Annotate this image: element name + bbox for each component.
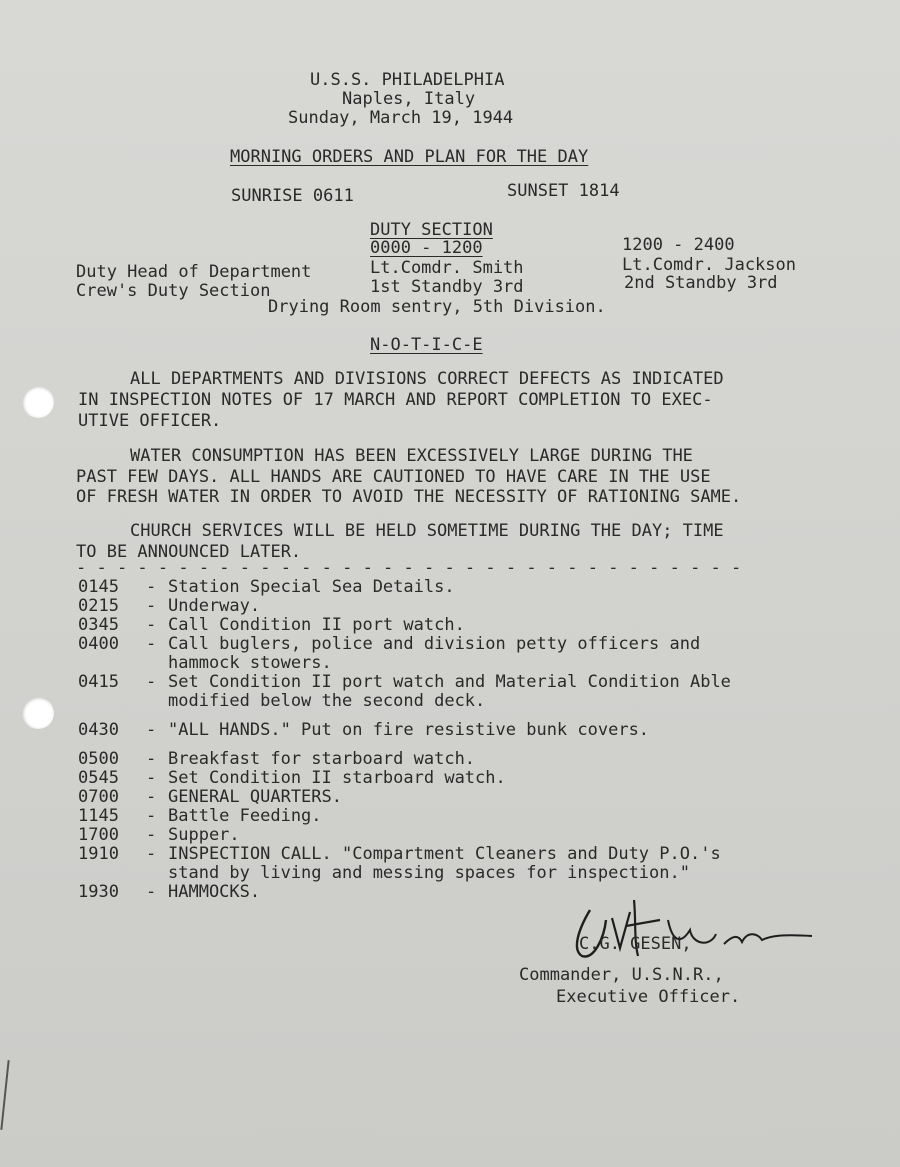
notice-p2-line1: WATER CONSUMPTION HAS BEEN EXCESSIVELY LARGE DURING THE [130,446,693,466]
sunset: SUNSET 1814 [507,181,620,201]
schedule-dash: - [146,806,157,826]
notice-p2-line2: PAST FEW DAYS. ALL HANDS ARE CAUTIONED TO HAVE CARE IN THE USE [76,467,711,487]
schedule-desc: Station Special Sea Details. [168,577,455,597]
schedule-time: 0415 [78,672,119,692]
schedule-row [78,788,838,807]
crew-duty-first: 1st Standby 3rd [370,277,524,297]
notice-p2-line3: OF FRESH WATER IN ORDER TO AVOID THE NECESSITY OF RATIONING SAME. [76,487,742,507]
schedule-desc: "ALL HANDS." Put on fire resistive bunk covers. [168,720,650,740]
crew-duty-label: Crew's Duty Section [76,281,271,301]
page-edge-mark [0,1060,9,1130]
schedule-time: 1145 [78,806,119,826]
schedule-time: 0145 [78,577,119,597]
schedule-dash: - [146,672,157,692]
schedule-row [78,721,838,740]
schedule-desc: Underway. [168,596,261,616]
schedule-time: 0215 [78,596,119,616]
punch-hole-top [22,386,54,418]
notice-p1-line3: UTIVE OFFICER. [78,411,222,431]
schedule-desc: GENERAL QUARTERS. [168,787,342,807]
schedule-desc: Set Condition II starboard watch. [168,768,506,788]
duty-section-title: DUTY SECTION [370,220,493,240]
schedule-list [78,578,838,902]
schedule-time: 1700 [78,825,119,845]
notice-p3-line2: TO BE ANNOUNCED LATER. [76,542,302,562]
duty-period-2: 1200 - 2400 [622,235,735,255]
schedule-desc: Breakfast for starboard watch. [168,749,476,769]
notice-title: N-O-T-I-C-E [370,335,483,355]
schedule-time: 0700 [78,787,119,807]
handwritten-signature [560,890,830,970]
crew-duty-second: 2nd Standby 3rd [624,273,778,293]
schedule-desc: Set Condition II port watch and Material Condition Able modified below the second deck. [168,672,731,711]
separator-line: - - - - - - - - - - - - - - - - - - - - - - - - - - - - - - - - - [76,558,742,578]
duty-head-label: Duty Head of Department [76,262,312,282]
schedule-time: 0345 [78,615,119,635]
schedule-row [78,673,838,711]
duty-head-first: Lt.Comdr. Smith [370,258,524,278]
signatory-rank: Commander, U.S.N.R., [519,965,724,985]
schedule-row [78,807,838,826]
schedule-time: 0400 [78,634,119,654]
schedule-dash: - [146,825,157,845]
schedule-dash: - [146,768,157,788]
schedule-dash: - [146,787,157,807]
schedule-time: 0430 [78,720,119,740]
signatory-name: C.G. GESEN, [579,934,692,954]
schedule-desc: INSPECTION CALL. "Compartment Cleaners and Duty P.O.'s stand by living and messing spaces for inspection." [168,844,721,883]
duty-period-1: 0000 - 1200 [370,238,483,258]
schedule-desc: Battle Feeding. [168,806,322,826]
schedule-dash: - [146,720,157,740]
notice-p1-line1: ALL DEPARTMENTS AND DIVISIONS CORRECT DEFECTS AS INDICATED [130,369,724,389]
schedule-desc: Call buglers, police and division petty officers and hammock stowers. [168,634,701,673]
signatory-title: Executive Officer. [556,987,741,1007]
schedule-time: 1910 [78,844,119,864]
schedule-desc: HAMMOCKS. [168,882,261,902]
schedule-dash: - [146,844,157,864]
schedule-dash: - [146,577,157,597]
sunrise: SUNRISE 0611 [231,186,354,206]
schedule-row [78,750,838,769]
sentry-line: Drying Room sentry, 5th Division. [268,297,606,317]
schedule-desc: Supper. [168,825,240,845]
schedule-time: 0500 [78,749,119,769]
schedule-row [78,578,838,597]
schedule-row [78,635,838,673]
page-title: MORNING ORDERS AND PLAN FOR THE DAY [230,147,589,167]
schedule-dash: - [146,596,157,616]
schedule-time: 1930 [78,882,119,902]
schedule-dash: - [146,615,157,635]
date: Sunday, March 19, 1944 [288,108,514,128]
duty-head-second: Lt.Comdr. Jackson [622,255,796,275]
notice-p1-line2: IN INSPECTION NOTES OF 17 MARCH AND REPORT COMPLETION TO EXEC- [78,390,713,410]
schedule-row [78,616,838,635]
schedule-row [78,597,838,616]
schedule-row [78,769,838,788]
punch-hole-bottom [22,697,54,729]
ship-name: U.S.S. PHILADELPHIA [310,70,505,90]
schedule-row [78,845,838,883]
schedule-time: 0545 [78,768,119,788]
schedule-dash: - [146,749,157,769]
location: Naples, Italy [342,89,476,109]
schedule-dash: - [146,882,157,902]
schedule-desc: Call Condition II port watch. [168,615,465,635]
schedule-row [78,826,838,845]
schedule-dash: - [146,634,157,654]
notice-p3-line1: CHURCH SERVICES WILL BE HELD SOMETIME DURING THE DAY; TIME [130,521,724,541]
